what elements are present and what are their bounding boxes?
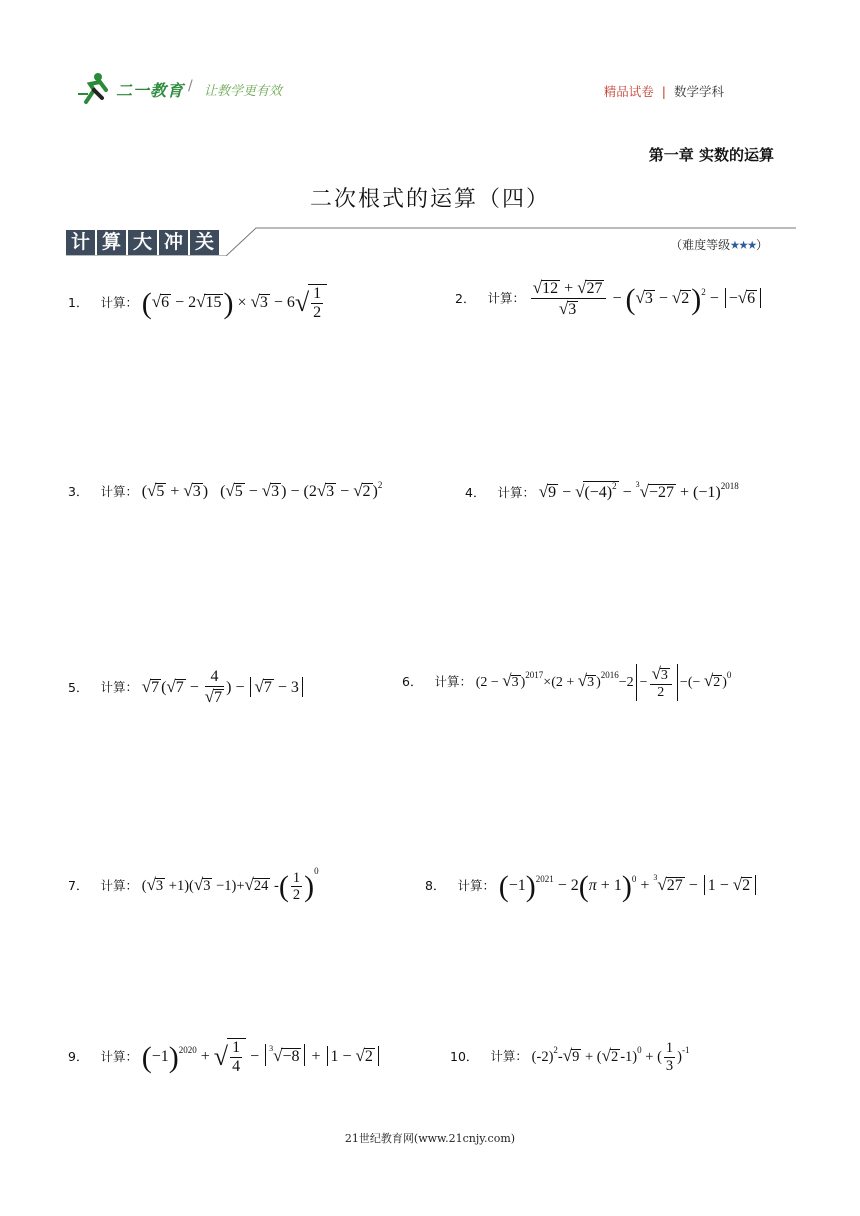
tag-exam: 精品试卷	[603, 84, 654, 99]
problem-10	[450, 1040, 690, 1074]
banner-char: 大	[128, 230, 157, 255]
problem-number: 3．	[68, 484, 89, 499]
section-banner	[66, 226, 796, 256]
problem-expression: $(-1)^{2021} - 2(\pi + 1)^0 + ^3√27 - 1 - √2$	[499, 877, 758, 894]
problem-number: 6．	[402, 673, 423, 689]
problem-label: 计算：	[100, 484, 138, 499]
banner-title	[66, 230, 221, 255]
logo-text: 二一教育	[116, 81, 185, 100]
chapter-heading: 第一章 实数的运算	[648, 146, 774, 164]
problem-8	[425, 870, 758, 904]
problem-label: 计算：	[497, 485, 535, 500]
problem-label: 计算：	[100, 1049, 138, 1065]
problem-label: 计算：	[100, 679, 138, 695]
banner-char: 算	[97, 230, 126, 255]
brand-logo	[76, 72, 316, 106]
difficulty-rating	[670, 234, 768, 253]
problem-expression: (√6 − 2√15) × √3 − 6√ $\frac{1}{2}$	[142, 294, 327, 311]
runner-logo-icon	[76, 72, 112, 106]
difficulty-close: ）	[755, 238, 768, 252]
problem-label: 计算：	[490, 1048, 528, 1064]
problem-6	[402, 664, 731, 701]
problem-number: 2．	[455, 290, 476, 306]
problem-expression: $(-1)^{2020}$ + √ $\frac{1}{4}$ − $^3$√−8 + 1 − √2	[142, 1048, 381, 1065]
page-title: 二次根式的运算（四）	[309, 187, 550, 212]
problem-number: 10．	[450, 1048, 479, 1064]
problem-label: 计算：	[434, 673, 472, 689]
problem-7	[68, 866, 319, 904]
logo-slogan: 让教学更有效	[204, 84, 283, 99]
problem-number: 9．	[68, 1049, 89, 1065]
banner-char: 计	[66, 230, 95, 255]
banner-char: 关	[190, 230, 219, 255]
problem-label: 计算：	[457, 878, 495, 893]
problem-1	[68, 284, 327, 323]
header-subject-tags	[604, 82, 724, 100]
problem-expression: √7 (√7 − $\frac{4}{√7}$ ) − √7 − 3	[142, 679, 305, 696]
problem-2	[455, 278, 763, 320]
problem-number: 4．	[465, 485, 486, 500]
problem-label: 计算：	[100, 295, 138, 311]
problem-expression: $√9 - √(-4)^2 - ^3√-27 + (-1)^{2018}$	[538, 480, 739, 501]
star-rating-icon: ★★★	[730, 234, 756, 253]
problem-expression: (2 − √3 )$^{2017}$×(2 + √3 )$^{2016}$−2 − $\frac{√3}{2}$ −(− √2 )$^0$	[475, 664, 732, 701]
problem-number: 1．	[68, 295, 89, 311]
problem-expression: (√3 +1)(√3 −1)+√24 -( $\frac{1}{2}$ )$^0$	[141, 866, 319, 904]
problem-label: 计算：	[487, 290, 525, 306]
problem-expression: $(-2)^2-√9 + (√2$ -1)$^0$ + ( $\frac{1}{3}$ )$^{-1}$	[531, 1040, 690, 1074]
tag-separator: |	[661, 84, 666, 99]
logo-slash: /	[188, 78, 193, 94]
problem-number: 7．	[68, 878, 89, 893]
problem-number: 8．	[425, 878, 446, 893]
problem-3	[68, 480, 382, 501]
problem-9	[68, 1038, 381, 1077]
problem-4	[465, 480, 739, 502]
difficulty-label: （难度等级	[670, 238, 731, 252]
problem-label: 计算：	[100, 878, 138, 893]
banner-char: 冲	[159, 230, 188, 255]
problem-number: 5．	[68, 679, 89, 695]
problem-5	[68, 668, 305, 708]
page-footer: 21世纪教育网(www.21cnjy.com)	[344, 1132, 516, 1145]
tag-subject: 数学学科	[673, 84, 724, 99]
problem-expression: (√5 + √3 ) (√5 − √3 ) − (2√3 − √2 )$^2$	[141, 480, 383, 500]
problem-expression: $\frac{√12 + √27}{√3}$ − $(√3 - √2)^2 - -√6$	[529, 290, 763, 307]
